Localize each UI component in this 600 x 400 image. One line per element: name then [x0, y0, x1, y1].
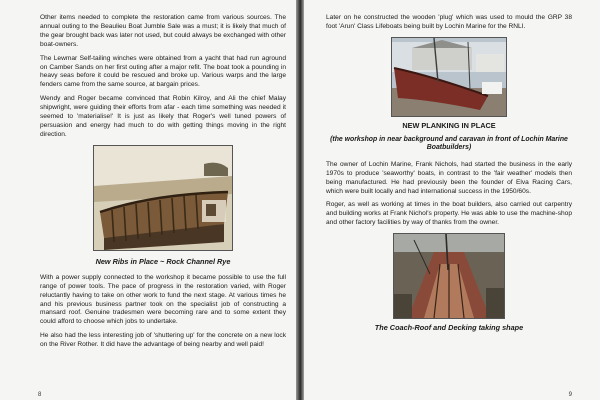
- new-planking-photo: [391, 37, 507, 117]
- paragraph: Later on he constructed the wooden 'plug' which was used to mould the GRP 38 foot 'Arun' Class Lifeboats being built by Lochin Marine for the RNLI.: [326, 14, 572, 30]
- new-ribs-photo: [93, 145, 233, 251]
- coach-roof-photo: [393, 233, 505, 319]
- left-page: [0, 0, 296, 400]
- book-spine: [296, 0, 304, 400]
- right-page-content: [326, 14, 572, 340]
- photo-subcaption: (the workshop in near background and caravan in front of Lochin Marine Boatbuilders): [330, 135, 568, 152]
- paragraph: Wendy and Roger became convinced that Robin Kilroy, and Ali the chief Malay shipwright, were guiding their efforts from afar - each time something was needed it seemed to 'materialise!' It is just as likely that Roger's well tuned powers of persuasion and energy had much to do with getting things moving in the right direction.: [40, 95, 286, 138]
- paragraph: The Lewmar Self-tailing winches were obtained from a yacht that had run aground on Camber Sands on her first outing after a major refit. The boat took a pounding in heavy seas before it could be rescued and broke up. Various warps and the large fenders came from the same source, at bargain prices.: [40, 54, 286, 89]
- page-number: 8: [38, 392, 42, 398]
- paragraph: Other items needed to complete the restoration came from various sources. The annual outing to the Beaulieu Boat Jumble Sale was a must; it is likely that much of the gear brought back was later not used, but could always be exchanged with other boat-owners.: [40, 14, 286, 48]
- paragraph: He also had the less interesting job of 'shuttering up' for the concrete on a new lock on the River Rother. It did have the advantage of being nearby and well paid!: [40, 332, 286, 349]
- paragraph: Roger, as well as working at times in the boat builders, also carried out carpentry and building works at Frank Nichol's property. He was able to use the machine-shop and other factory facilities by way of thanks from the owner.: [326, 201, 572, 227]
- right-page: [304, 0, 600, 400]
- page-number: 9: [568, 392, 572, 398]
- photo-caption: The Coach-Roof and Decking taking shape: [374, 323, 524, 333]
- photo-caption: New Ribs in Place ~ Rock Channel Rye: [95, 256, 231, 266]
- paragraph: The owner of Lochin Marine, Frank Nichols, had started the business in the early 1970s to produce 'seaworthy' boats, in contrast to the 'fair weather' models then being manufactured. He had previously been the founder of Elva Racing Cars, which were built locally and had international success in the 1950/60s.: [326, 160, 572, 195]
- photo-caption: NEW PLANKING IN PLACE: [402, 120, 496, 130]
- left-page-content: [40, 14, 286, 355]
- paragraph: With a power supply connected to the workshop it became possible to use the full range of power tools. The pace of progress in the restoration varied, with Roger reluctantly having to take on other work to fund the next stage. At various times he and his previous business partner took on the specialist job of constructing a mansard roof. Genuine tradesmen were becoming rare and to some extent they could afford to choose which jobs to undertake.: [40, 273, 286, 326]
